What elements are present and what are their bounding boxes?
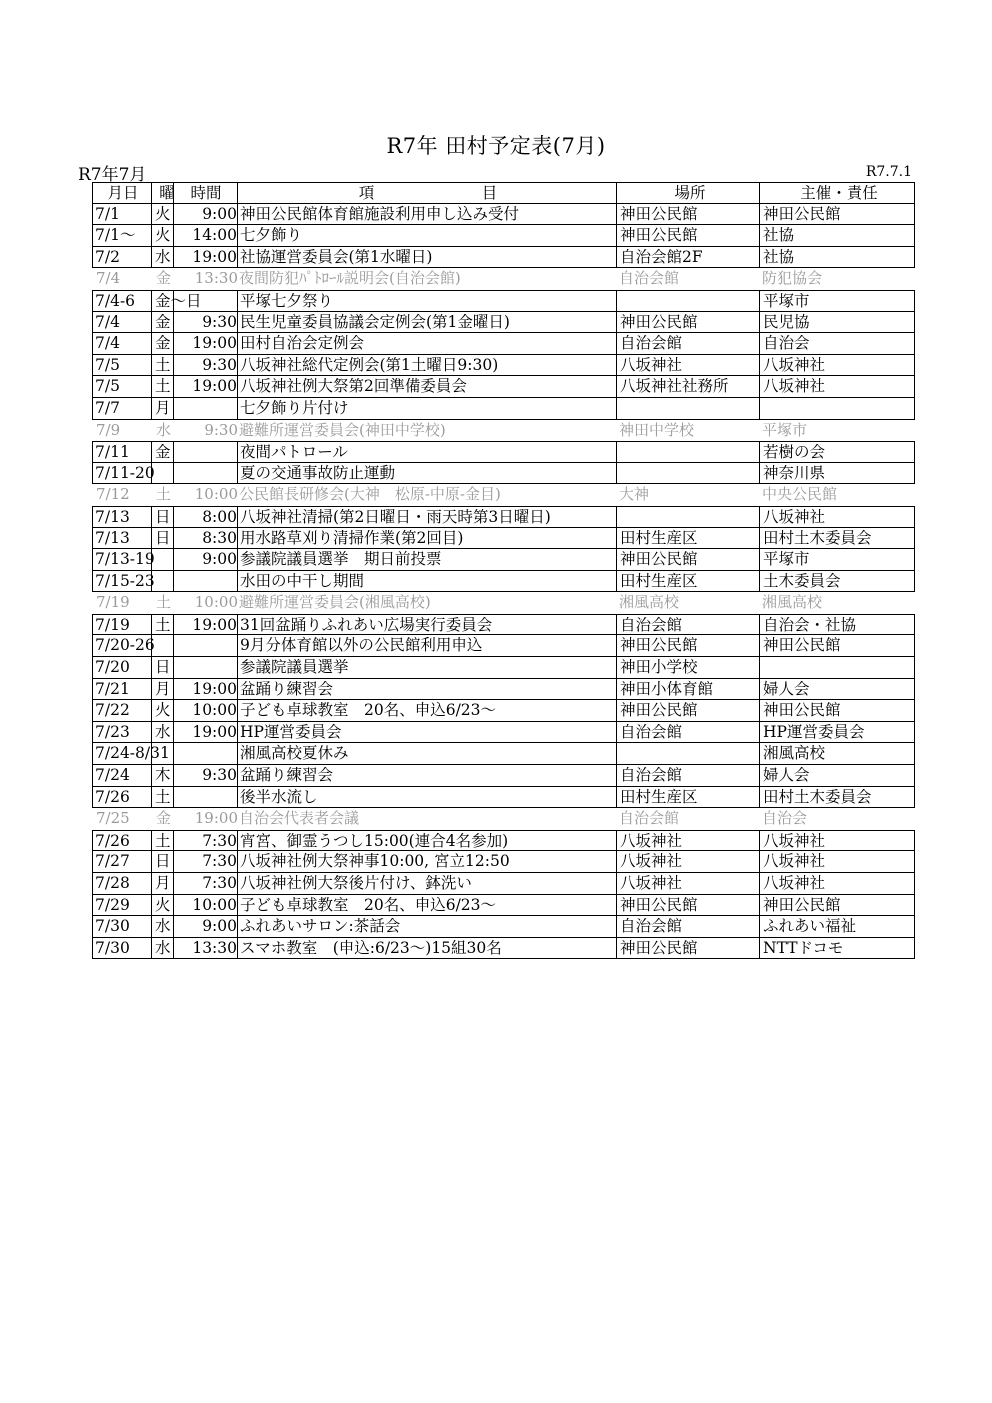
row-place: 神田公民館	[620, 226, 698, 245]
row-time: 10:00	[194, 593, 238, 612]
table-row	[92, 830, 915, 852]
row-time	[175, 442, 237, 462]
row-place: 八坂神社	[620, 852, 683, 871]
row-place: 神田公民館	[620, 204, 698, 223]
row-item: 八坂神社例大祭後片付け、鉢洗い	[240, 874, 472, 892]
row-day: 火	[155, 895, 171, 914]
row-day: 月	[155, 874, 171, 892]
row-time: 10:00	[192, 895, 237, 914]
row-time: 19:00	[192, 247, 237, 266]
row-item: 平塚七夕祭り	[240, 291, 334, 310]
row-host: 平塚市	[763, 291, 810, 310]
row-host: 婦人会	[763, 766, 810, 785]
row-date: 7/11-20	[95, 463, 155, 482]
table-row	[92, 895, 915, 917]
table-row	[92, 225, 915, 247]
row-item: 水田の中干し期間	[240, 571, 365, 590]
row-day: 金	[156, 269, 172, 288]
table-row	[92, 549, 915, 571]
table-row	[92, 528, 915, 550]
row-place	[620, 291, 760, 311]
table-row	[92, 290, 915, 312]
row-time: 9:00	[202, 550, 237, 569]
row-date: 7/25	[96, 809, 130, 828]
row-item: 9月分体育館以外の公民館利用申込	[240, 636, 483, 655]
row-time: 19:00	[192, 722, 237, 741]
row-place: 自治会館	[620, 334, 683, 353]
row-day: 水	[156, 420, 172, 439]
row-date: 7/27	[95, 852, 130, 871]
row-date: 7/1～	[95, 226, 136, 245]
row-time: 19:00	[192, 615, 237, 634]
row-date: 7/29	[95, 895, 130, 914]
row-item: 用水路草刈り清掃作業(第2回目)	[240, 528, 464, 547]
table-row	[92, 484, 915, 506]
row-place	[620, 463, 760, 484]
row-time: 9:30	[202, 312, 237, 331]
row-day: 日	[155, 507, 171, 526]
row-date: 7/13	[95, 528, 130, 547]
header-place: 場所	[674, 184, 706, 202]
row-day: 火	[155, 204, 171, 223]
row-place	[620, 398, 760, 419]
row-item: 七夕飾り片付け	[240, 398, 349, 417]
row-item: 自治会代表者会議	[239, 809, 360, 828]
row-place: 八坂神社	[620, 874, 683, 892]
month-label: R7年7月	[78, 165, 147, 185]
header-host: 主催・責任	[800, 184, 878, 202]
row-day: 水	[155, 917, 171, 936]
row-time	[175, 398, 237, 419]
row-host	[763, 398, 915, 419]
table-row	[92, 506, 915, 528]
row-item: 避難所運営委員会(湘風高校)	[239, 593, 431, 612]
table-row	[92, 916, 915, 938]
row-item: 子ども卓球教室 20名、申込6/23～	[240, 701, 497, 720]
row-place: 神田公民館	[620, 895, 698, 914]
row-date: 7/26	[95, 787, 130, 806]
row-item: 八坂神社清掃(第2日曜日・雨天時第3日曜日)	[240, 507, 551, 526]
row-time: 7:30	[202, 874, 237, 892]
row-item: 夜間パトロール	[240, 443, 348, 462]
table-row	[92, 204, 915, 226]
row-time: 10:00	[192, 701, 237, 720]
row-host: 土木委員会	[763, 571, 841, 590]
row-date: 7/11	[95, 443, 130, 462]
table-row	[92, 938, 915, 960]
row-item: 神田公民館体育館施設利用申し込み受付	[240, 204, 520, 223]
header-day: 曜	[159, 184, 175, 202]
row-host: 自治会	[762, 809, 808, 828]
row-host: 八坂神社	[763, 377, 826, 396]
row-place: 自治会館	[619, 269, 680, 288]
row-time: 9:30	[202, 355, 237, 374]
table-row	[92, 398, 915, 420]
table-row	[92, 463, 915, 485]
table-row	[92, 247, 915, 269]
row-host: 民児協	[763, 312, 810, 331]
row-host: 神田公民館	[763, 204, 841, 223]
row-day: 水	[155, 938, 171, 957]
row-host: 神田公民館	[763, 895, 841, 914]
row-place: 神田小学校	[620, 658, 698, 677]
row-time: 9:30	[204, 420, 238, 439]
table-row	[92, 635, 915, 657]
row-item: 社協運営委員会(第1水曜日)	[240, 247, 433, 266]
row-date: 7/20	[95, 658, 130, 677]
row-time: 19:00	[192, 334, 237, 353]
row-host: 湘風高校	[762, 593, 823, 612]
row-time: 9:00	[202, 917, 237, 936]
row-item: 八坂神社例大祭神事10:00, 宮立12:50	[240, 852, 510, 871]
row-item: 子ども卓球教室 20名、申込6/23～	[240, 895, 497, 914]
table-row	[92, 808, 915, 830]
row-place: 神田小体育館	[620, 679, 714, 698]
row-time: 9:30	[202, 766, 237, 785]
row-place: 神田公民館	[620, 938, 698, 957]
row-time: 8:00	[202, 507, 237, 526]
row-item: 湘風高校夏休み	[240, 744, 349, 763]
row-date: 7/23	[95, 722, 130, 741]
row-item: 民生児童委員協議会定例会(第1金曜日)	[240, 312, 510, 331]
row-time: 9:00	[202, 204, 237, 223]
row-place: 田村生産区	[620, 571, 698, 590]
row-day: 土	[155, 377, 171, 396]
row-date: 7/30	[95, 938, 130, 957]
row-place: 湘風高校	[619, 593, 680, 612]
row-host: 八坂神社	[763, 852, 826, 871]
table-row	[92, 355, 915, 377]
row-date: 7/22	[95, 701, 130, 720]
row-item: 後半水流し	[240, 787, 318, 806]
row-time	[175, 291, 237, 311]
row-day: 土	[155, 355, 171, 374]
row-date: 7/26	[95, 831, 130, 850]
header-date: 月日	[107, 184, 139, 202]
row-date: 7/13-19	[95, 550, 155, 569]
row-item: 公民館長研修会(大神 松原-中原-金目)	[239, 485, 501, 504]
row-time	[175, 571, 237, 592]
row-date: 7/4	[96, 269, 121, 288]
row-item: スマホ教室 (申込:6/23～)15組30名	[240, 938, 502, 957]
row-item: 盆踊り練習会	[240, 679, 334, 698]
row-host: 平塚市	[762, 420, 808, 439]
row-date: 7/24-8/31	[95, 744, 170, 763]
row-day: 土	[156, 485, 172, 504]
row-time: 14:00	[192, 226, 237, 245]
row-time: 13:30	[194, 269, 238, 288]
row-date: 7/21	[95, 679, 130, 698]
row-host: 神奈川県	[763, 463, 826, 482]
row-item: 夜間防犯ﾊﾟﾄﾛｰﾙ説明会(自治会館)	[239, 269, 461, 288]
issue-date: R7.7.1	[865, 164, 912, 180]
row-date: 7/5	[95, 377, 120, 396]
row-date: 7/30	[95, 917, 130, 936]
row-place: 田村生産区	[620, 528, 698, 547]
row-time: 8:30	[202, 528, 237, 547]
table-row	[92, 376, 915, 398]
row-host	[763, 657, 915, 678]
row-host: 社協	[763, 247, 795, 266]
row-item: 避難所運営委員会(神田中学校)	[239, 420, 446, 439]
row-host: 八坂神社	[763, 507, 826, 526]
header-item: 項 目	[358, 184, 544, 202]
row-day: 月	[155, 679, 171, 698]
row-host: 自治会	[763, 334, 810, 353]
row-time: 13:30	[192, 938, 237, 957]
row-date: 7/15-23	[95, 571, 155, 590]
row-item: ふれあいサロン:茶話会	[240, 917, 401, 936]
row-place: 八坂神社	[620, 831, 683, 850]
row-time: 10:00	[194, 485, 238, 504]
row-day: 金	[156, 809, 172, 828]
table-row	[92, 441, 915, 463]
row-host: 田村土木委員会	[763, 787, 872, 806]
table-row	[92, 614, 915, 636]
row-day: 日	[155, 528, 171, 547]
row-time	[175, 635, 237, 656]
row-host: 湘風高校	[763, 744, 826, 763]
row-day: 月	[155, 398, 171, 417]
table-row	[92, 571, 915, 593]
row-day: 金	[155, 334, 171, 353]
table-row	[92, 312, 915, 334]
row-item: 七夕飾り	[240, 226, 303, 245]
row-host: HP運営委員会	[763, 722, 865, 741]
row-date: 7/28	[95, 874, 130, 892]
row-host: 社協	[763, 226, 795, 245]
row-place: 自治会館	[619, 809, 680, 828]
row-host: 八坂神社	[763, 355, 826, 374]
row-host: 自治会・社協	[763, 615, 857, 634]
row-date: 7/13	[95, 507, 130, 526]
row-place	[620, 507, 760, 527]
table-body	[92, 204, 915, 960]
header-time: 時間	[190, 184, 222, 202]
row-day: 金	[155, 312, 171, 331]
row-time	[175, 743, 237, 764]
row-date: 7/19	[95, 615, 130, 634]
table-row	[92, 787, 915, 809]
row-place: 神田公民館	[620, 312, 698, 331]
table-row	[92, 592, 915, 614]
row-date: 7/24	[95, 766, 130, 785]
row-host: 防犯協会	[762, 269, 823, 288]
row-date: 7/2	[95, 247, 120, 266]
row-place: 自治会館	[620, 722, 683, 741]
row-item: 参議院議員選挙	[240, 658, 349, 677]
row-time: 7:30	[202, 831, 237, 850]
row-time: 19:00	[192, 679, 237, 698]
row-place: 神田中学校	[619, 420, 695, 439]
table-header-row	[92, 182, 915, 204]
page-title: R7年 田村予定表(7月)	[386, 134, 606, 158]
row-host: 婦人会	[763, 679, 810, 698]
row-place: 神田公民館	[620, 550, 698, 569]
table-row	[92, 722, 915, 744]
row-item: 八坂神社例大祭第2回準備委員会	[240, 377, 467, 396]
row-place: 自治会館2F	[620, 247, 703, 266]
row-date: 7/12	[96, 485, 130, 504]
row-item: 夏の交通事故防止運動	[240, 463, 396, 482]
row-item: 宵宮、御霊うつし15:00(連合4名参加)	[240, 831, 509, 850]
row-time	[175, 657, 237, 678]
row-day: 土	[155, 787, 171, 806]
row-place: 自治会館	[620, 917, 683, 936]
schedule-table	[92, 182, 915, 959]
row-place	[620, 743, 760, 764]
row-time	[175, 787, 237, 808]
table-row	[92, 700, 915, 722]
row-place: 八坂神社	[620, 355, 683, 374]
row-place: 神田公民館	[620, 701, 698, 720]
row-day: 金	[155, 443, 171, 462]
row-day: 土	[155, 615, 171, 634]
row-item: 31回盆踊りふれあい広場実行委員会	[240, 615, 493, 634]
row-day: 火	[155, 226, 171, 245]
row-place: 神田公民館	[620, 636, 698, 655]
row-host: 神田公民館	[763, 636, 841, 655]
row-date: 7/5	[95, 355, 120, 374]
table-row	[92, 268, 915, 290]
row-place: 八坂神社社務所	[620, 377, 729, 396]
row-place: 大神	[619, 485, 650, 504]
row-place: 自治会館	[620, 766, 683, 785]
row-date: 7/1	[95, 204, 120, 223]
row-day: 水	[155, 247, 171, 266]
row-place: 自治会館	[620, 615, 683, 634]
row-item: HP運営委員会	[240, 722, 342, 741]
table-row	[92, 333, 915, 355]
table-row	[92, 873, 915, 895]
row-host: 若樹の会	[763, 443, 826, 462]
table-row	[92, 743, 915, 765]
table-row	[92, 851, 915, 873]
row-item: 八坂神社総代定例会(第1土曜日9:30)	[240, 355, 499, 374]
row-date: 7/4	[95, 334, 120, 353]
row-time: 7:30	[202, 852, 237, 871]
row-date: 7/20-26	[95, 636, 155, 655]
row-day: 金～日	[155, 291, 202, 310]
row-host: 神田公民館	[763, 701, 841, 720]
row-time: 19:00	[194, 809, 238, 828]
row-item: 参議院議員選挙 期日前投票	[240, 550, 442, 569]
row-host: 八坂神社	[763, 874, 826, 892]
row-date: 7/9	[96, 420, 121, 439]
table-row	[92, 657, 915, 679]
row-host: 八坂神社	[763, 831, 826, 850]
row-date: 7/4	[95, 312, 120, 331]
row-day: 火	[155, 701, 171, 720]
row-place: 田村生産区	[620, 787, 698, 806]
table-row	[92, 765, 915, 787]
row-day: 木	[155, 766, 171, 785]
row-day: 日	[155, 658, 171, 677]
row-item: 田村自治会定例会	[240, 334, 365, 353]
table-row	[92, 679, 915, 701]
row-item: 盆踊り練習会	[240, 766, 334, 785]
row-day: 水	[155, 722, 171, 741]
row-day: 土	[155, 831, 171, 850]
row-host: NTTドコモ	[763, 938, 844, 957]
row-day: 土	[156, 593, 172, 612]
row-host: ふれあい福祉	[763, 917, 857, 936]
row-time: 19:00	[192, 377, 237, 396]
row-date: 7/4-6	[95, 291, 136, 310]
row-day: 日	[155, 852, 171, 871]
row-place	[620, 442, 760, 462]
row-host: 中央公民館	[762, 485, 838, 504]
table-row	[92, 420, 915, 442]
row-time	[175, 463, 237, 484]
row-date: 7/19	[96, 593, 130, 612]
row-host: 田村土木委員会	[763, 528, 872, 547]
row-host: 平塚市	[763, 550, 810, 569]
row-date: 7/7	[95, 398, 120, 417]
